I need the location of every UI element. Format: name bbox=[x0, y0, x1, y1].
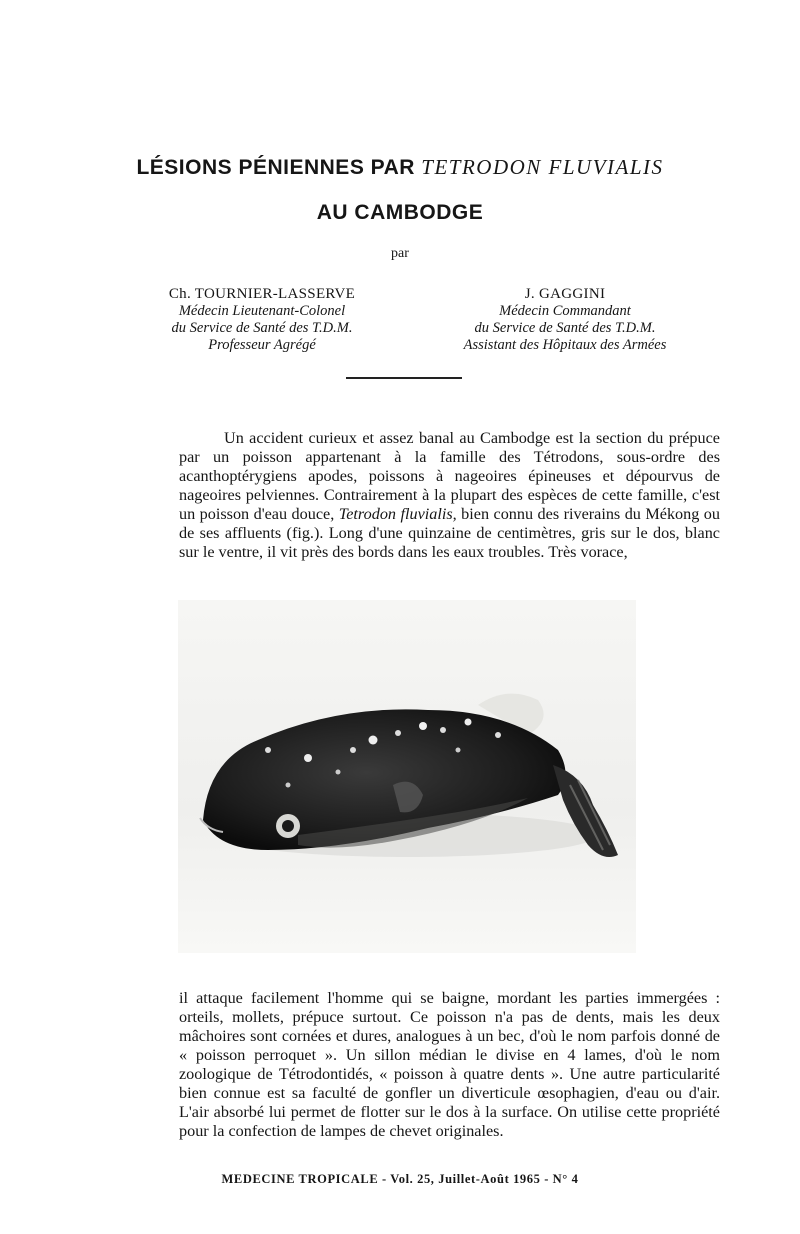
author-name: J. GAGGINI bbox=[524, 286, 606, 302]
species-name: Tetrodon fluvialis, bbox=[338, 505, 457, 523]
byline-par: par bbox=[391, 246, 409, 261]
body-paragraph-2: il attaque facilement l'homme qui se baigne, mordant les parties immergées : orteils, mollets, prépuce surtout. Ce poisson n'a pas de dents, mais les deux mâchoires sont cornées et dures, analogues à un bec, d'où le nom parfois donné de « poisson perroquet ». Un sillon médian le divise en 4 lames, d'où le nom zoologique de Tétrodontidés, « poisson à quatre dents ». Une autre particularité bien connue est sa faculté de gonfler un diverticule œsophagien, d'eau ou d'air. L'air absorbé lui permet de flotter sur le dos à la surface. On utilise cette propriété pour la confection de lampes de chevet originales. bbox=[179, 989, 720, 1140]
fish-photograph bbox=[178, 600, 636, 953]
article-title-line-2: AU CAMBODGE bbox=[316, 201, 484, 224]
author-role: Assistant des Hôpitaux des Armées bbox=[463, 337, 667, 353]
title-main: LÉSIONS PÉNIENNES PAR bbox=[136, 156, 415, 179]
author-1 bbox=[112, 286, 412, 354]
tetrodon-fish-image bbox=[178, 600, 636, 953]
author-role: du Service de Santé des T.D.M. bbox=[474, 320, 656, 336]
body-paragraph-1 bbox=[179, 429, 720, 562]
paragraph-text: bien connu des riverains du Mékong ou de ses affluents (fig.). Long d'une quinzaine de centimètres, gris sur le dos, blanc sur le ventre, il vit près des bords dans les eaux troubles. Très vorace, bbox=[179, 505, 720, 561]
separator-rule bbox=[346, 377, 462, 379]
article-title-line-1 bbox=[0, 155, 800, 180]
paragraph-text: Un accident curieux et assez banal au Cambodge est la section du prépuce par un poisson appartenant à la famille des Tétrodons, sous-ordre des acanthoptérygiens apodes, poissons à nageoires épineuses et dépourvus de nageoires pelviennes. Contrairement à la plupart des espèces de cette famille, c'est un poisson d'eau douce, bbox=[179, 429, 720, 523]
title-species: TETRODON FLUVIALIS bbox=[421, 155, 664, 179]
author-role: Médecin Lieutenant-Colonel bbox=[178, 303, 346, 319]
author-role: Professeur Agrégé bbox=[208, 337, 316, 353]
journal-footer: MEDECINE TROPICALE - Vol. 25, Juillet-Août 1965 - N° 4 bbox=[221, 1172, 579, 1186]
author-role: Médecin Commandant bbox=[499, 303, 631, 319]
author-name: Ch. TOURNIER-LASSERVE bbox=[168, 286, 356, 302]
author-2 bbox=[415, 286, 715, 354]
author-role: du Service de Santé des T.D.M. bbox=[171, 320, 353, 336]
